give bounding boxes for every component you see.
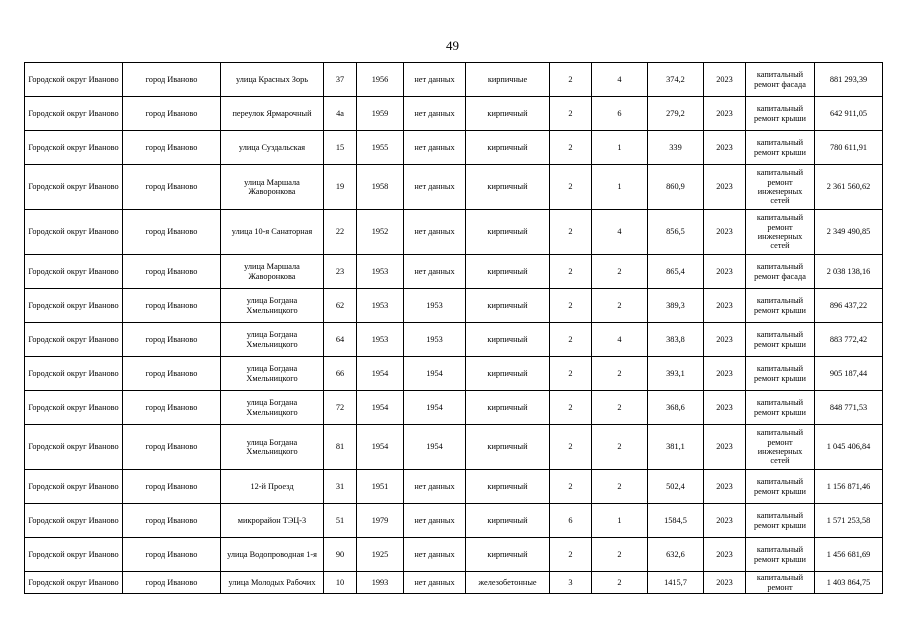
year-commissioned-cell: нет данных — [404, 572, 466, 594]
street-cell: улица Суздальская — [221, 131, 324, 165]
year-commissioned-cell: нет данных — [404, 470, 466, 504]
year-commissioned-cell: нет данных — [404, 165, 466, 210]
entrances-cell: 2 — [592, 470, 648, 504]
year-built-cell: 1925 — [357, 538, 404, 572]
wall-material-cell: кирпичный — [466, 323, 550, 357]
cost-cell: 642 911,05 — [815, 97, 883, 131]
area-cell: 860,9 — [648, 165, 704, 210]
floors-cell: 3 — [550, 572, 592, 594]
wall-material-cell: кирпичный — [466, 210, 550, 255]
area-cell: 374,2 — [648, 63, 704, 97]
cost-cell: 896 437,22 — [815, 289, 883, 323]
settlement-cell: город Иваново — [123, 165, 221, 210]
street-cell: улица Богдана Хмельницкого — [221, 323, 324, 357]
floors-cell: 2 — [550, 210, 592, 255]
work-type-cell: капитальный ремонт крыши — [746, 131, 815, 165]
table-row — [25, 391, 883, 425]
municipality-cell: Городской округ Иваново — [25, 165, 123, 210]
year-commissioned-cell: 1953 — [404, 289, 466, 323]
cost-cell: 848 771,53 — [815, 391, 883, 425]
area-cell: 393,1 — [648, 357, 704, 391]
year-commissioned-cell: нет данных — [404, 97, 466, 131]
year-built-cell: 1959 — [357, 97, 404, 131]
settlement-cell: город Иваново — [123, 97, 221, 131]
municipality-cell: Городской округ Иваново — [25, 538, 123, 572]
table-row — [25, 63, 883, 97]
table-row — [25, 165, 883, 210]
settlement-cell: город Иваново — [123, 357, 221, 391]
house-number-cell: 22 — [324, 210, 357, 255]
floors-cell: 2 — [550, 289, 592, 323]
municipality-cell: Городской округ Иваново — [25, 504, 123, 538]
floors-cell: 2 — [550, 425, 592, 470]
area-cell: 279,2 — [648, 97, 704, 131]
year-built-cell: 1951 — [357, 470, 404, 504]
house-number-cell: 10 — [324, 572, 357, 594]
settlement-cell: город Иваново — [123, 391, 221, 425]
floors-cell: 2 — [550, 97, 592, 131]
street-cell: улица Богдана Хмельницкого — [221, 425, 324, 470]
area-cell: 1584,5 — [648, 504, 704, 538]
table-row — [25, 572, 883, 594]
plan-year-cell: 2023 — [704, 538, 746, 572]
table-row — [25, 357, 883, 391]
year-commissioned-cell: нет данных — [404, 131, 466, 165]
house-number-cell: 4а — [324, 97, 357, 131]
work-type-cell: капитальный ремонт фасада — [746, 255, 815, 289]
year-commissioned-cell: 1954 — [404, 425, 466, 470]
street-cell: улица Маршала Жаворонкова — [221, 255, 324, 289]
house-number-cell: 15 — [324, 131, 357, 165]
street-cell: улица 10-я Санаторная — [221, 210, 324, 255]
wall-material-cell: кирпичный — [466, 255, 550, 289]
municipality-cell: Городской округ Иваново — [25, 255, 123, 289]
street-cell: улица Молодых Рабочих — [221, 572, 324, 594]
work-type-cell: капитальный ремонт крыши — [746, 323, 815, 357]
plan-year-cell: 2023 — [704, 165, 746, 210]
house-number-cell: 90 — [324, 538, 357, 572]
house-number-cell: 37 — [324, 63, 357, 97]
floors-cell: 2 — [550, 63, 592, 97]
table-row — [25, 504, 883, 538]
settlement-cell: город Иваново — [123, 504, 221, 538]
area-cell: 502,4 — [648, 470, 704, 504]
street-cell: микрорайон ТЭЦ-3 — [221, 504, 324, 538]
year-built-cell: 1954 — [357, 425, 404, 470]
area-cell: 383,8 — [648, 323, 704, 357]
year-commissioned-cell: 1954 — [404, 391, 466, 425]
year-built-cell: 1955 — [357, 131, 404, 165]
cost-cell: 1 571 253,58 — [815, 504, 883, 538]
settlement-cell: город Иваново — [123, 572, 221, 594]
street-cell: улица Водопроводная 1-я — [221, 538, 324, 572]
street-cell: улица Маршала Жаворонкова — [221, 165, 324, 210]
work-type-cell: капитальный ремонт крыши — [746, 470, 815, 504]
floors-cell: 2 — [550, 131, 592, 165]
settlement-cell: город Иваново — [123, 323, 221, 357]
wall-material-cell: кирпичный — [466, 97, 550, 131]
floors-cell: 2 — [550, 391, 592, 425]
wall-material-cell: кирпичные — [466, 63, 550, 97]
work-type-cell: капитальный ремонт крыши — [746, 391, 815, 425]
street-cell: улица Красных Зорь — [221, 63, 324, 97]
settlement-cell: город Иваново — [123, 63, 221, 97]
house-number-cell: 31 — [324, 470, 357, 504]
year-built-cell: 1979 — [357, 504, 404, 538]
table-row — [25, 323, 883, 357]
work-type-cell: капитальный ремонт инженерных сетей — [746, 210, 815, 255]
cost-cell: 2 038 138,16 — [815, 255, 883, 289]
house-number-cell: 23 — [324, 255, 357, 289]
plan-year-cell: 2023 — [704, 357, 746, 391]
year-built-cell: 1953 — [357, 323, 404, 357]
entrances-cell: 6 — [592, 97, 648, 131]
year-built-cell: 1954 — [357, 391, 404, 425]
wall-material-cell: кирпичный — [466, 425, 550, 470]
year-commissioned-cell: нет данных — [404, 63, 466, 97]
settlement-cell: город Иваново — [123, 470, 221, 504]
municipality-cell: Городской округ Иваново — [25, 289, 123, 323]
settlement-cell: город Иваново — [123, 289, 221, 323]
plan-year-cell: 2023 — [704, 391, 746, 425]
plan-year-cell: 2023 — [704, 470, 746, 504]
entrances-cell: 1 — [592, 504, 648, 538]
settlement-cell: город Иваново — [123, 210, 221, 255]
municipality-cell: Городской округ Иваново — [25, 210, 123, 255]
entrances-cell: 1 — [592, 131, 648, 165]
floors-cell: 6 — [550, 504, 592, 538]
cost-cell: 1 045 406,84 — [815, 425, 883, 470]
wall-material-cell: кирпичный — [466, 470, 550, 504]
floors-cell: 2 — [550, 323, 592, 357]
table-row — [25, 255, 883, 289]
table-row — [25, 210, 883, 255]
page-number: 49 — [446, 38, 459, 53]
work-type-cell: капитальный ремонт крыши — [746, 504, 815, 538]
work-type-cell: капитальный ремонт крыши — [746, 538, 815, 572]
municipality-cell: Городской округ Иваново — [25, 572, 123, 594]
wall-material-cell: железобетонные — [466, 572, 550, 594]
cost-cell: 905 187,44 — [815, 357, 883, 391]
house-number-cell: 66 — [324, 357, 357, 391]
street-cell: улица Богдана Хмельницкого — [221, 357, 324, 391]
street-cell: улица Богдана Хмельницкого — [221, 289, 324, 323]
year-built-cell: 1954 — [357, 357, 404, 391]
settlement-cell: город Иваново — [123, 255, 221, 289]
work-type-cell: капитальный ремонт инженерных сетей — [746, 165, 815, 210]
floors-cell: 2 — [550, 357, 592, 391]
floors-cell: 2 — [550, 255, 592, 289]
area-cell: 368,6 — [648, 391, 704, 425]
table-row — [25, 470, 883, 504]
wall-material-cell: кирпичный — [466, 131, 550, 165]
wall-material-cell: кирпичный — [466, 391, 550, 425]
cost-cell: 1 156 871,46 — [815, 470, 883, 504]
house-number-cell: 19 — [324, 165, 357, 210]
cost-cell: 881 293,39 — [815, 63, 883, 97]
entrances-cell: 2 — [592, 572, 648, 594]
area-cell: 1415,7 — [648, 572, 704, 594]
table-row — [25, 538, 883, 572]
entrances-cell: 2 — [592, 289, 648, 323]
municipality-cell: Городской округ Иваново — [25, 391, 123, 425]
floors-cell: 2 — [550, 470, 592, 504]
municipality-cell: Городской округ Иваново — [25, 131, 123, 165]
cost-cell: 1 456 681,69 — [815, 538, 883, 572]
year-commissioned-cell: нет данных — [404, 210, 466, 255]
table-row — [25, 289, 883, 323]
year-built-cell: 1993 — [357, 572, 404, 594]
plan-year-cell: 2023 — [704, 63, 746, 97]
year-built-cell: 1956 — [357, 63, 404, 97]
entrances-cell: 4 — [592, 323, 648, 357]
entrances-cell: 2 — [592, 425, 648, 470]
house-number-cell: 62 — [324, 289, 357, 323]
work-type-cell: капитальный ремонт фасада — [746, 63, 815, 97]
municipality-cell: Городской округ Иваново — [25, 470, 123, 504]
entrances-cell: 2 — [592, 391, 648, 425]
plan-year-cell: 2023 — [704, 255, 746, 289]
cost-cell: 2 349 490,85 — [815, 210, 883, 255]
entrances-cell: 2 — [592, 538, 648, 572]
municipality-cell: Городской округ Иваново — [25, 97, 123, 131]
year-commissioned-cell: 1954 — [404, 357, 466, 391]
area-cell: 389,3 — [648, 289, 704, 323]
work-type-cell: капитальный ремонт крыши — [746, 289, 815, 323]
entrances-cell: 2 — [592, 357, 648, 391]
street-cell: улица Богдана Хмельницкого — [221, 391, 324, 425]
work-type-cell: капитальный ремонт инженерных сетей — [746, 425, 815, 470]
municipality-cell: Городской округ Иваново — [25, 323, 123, 357]
area-cell: 632,6 — [648, 538, 704, 572]
cost-cell: 780 611,91 — [815, 131, 883, 165]
wall-material-cell: кирпичный — [466, 165, 550, 210]
house-number-cell: 64 — [324, 323, 357, 357]
plan-year-cell: 2023 — [704, 131, 746, 165]
plan-year-cell: 2023 — [704, 323, 746, 357]
settlement-cell: город Иваново — [123, 425, 221, 470]
street-cell: переулок Ярмарочный — [221, 97, 324, 131]
table-row — [25, 425, 883, 470]
wall-material-cell: кирпичный — [466, 289, 550, 323]
municipality-cell: Городской округ Иваново — [25, 63, 123, 97]
year-commissioned-cell: 1953 — [404, 323, 466, 357]
year-built-cell: 1958 — [357, 165, 404, 210]
cost-cell: 2 361 560,62 — [815, 165, 883, 210]
wall-material-cell: кирпичный — [466, 504, 550, 538]
plan-year-cell: 2023 — [704, 572, 746, 594]
house-number-cell: 51 — [324, 504, 357, 538]
wall-material-cell: кирпичный — [466, 357, 550, 391]
area-cell: 339 — [648, 131, 704, 165]
plan-year-cell: 2023 — [704, 289, 746, 323]
floors-cell: 2 — [550, 538, 592, 572]
settlement-cell: город Иваново — [123, 131, 221, 165]
area-cell: 381,1 — [648, 425, 704, 470]
year-commissioned-cell: нет данных — [404, 504, 466, 538]
year-commissioned-cell: нет данных — [404, 255, 466, 289]
work-type-cell: капитальный ремонт — [746, 572, 815, 594]
house-number-cell: 72 — [324, 391, 357, 425]
plan-year-cell: 2023 — [704, 97, 746, 131]
plan-year-cell: 2023 — [704, 425, 746, 470]
year-commissioned-cell: нет данных — [404, 538, 466, 572]
plan-year-cell: 2023 — [704, 504, 746, 538]
year-built-cell: 1953 — [357, 255, 404, 289]
cost-cell: 1 403 864,75 — [815, 572, 883, 594]
table-row — [25, 97, 883, 131]
area-cell: 865,4 — [648, 255, 704, 289]
municipality-cell: Городской округ Иваново — [25, 425, 123, 470]
entrances-cell: 2 — [592, 255, 648, 289]
work-type-cell: капитальный ремонт крыши — [746, 357, 815, 391]
floors-cell: 2 — [550, 165, 592, 210]
wall-material-cell: кирпичный — [466, 538, 550, 572]
house-number-cell: 81 — [324, 425, 357, 470]
area-cell: 856,5 — [648, 210, 704, 255]
street-cell: 12-й Проезд — [221, 470, 324, 504]
year-built-cell: 1953 — [357, 289, 404, 323]
plan-year-cell: 2023 — [704, 210, 746, 255]
table-row — [25, 131, 883, 165]
housing-repair-table — [24, 62, 883, 594]
work-type-cell: капитальный ремонт крыши — [746, 97, 815, 131]
entrances-cell: 4 — [592, 210, 648, 255]
entrances-cell: 4 — [592, 63, 648, 97]
cost-cell: 883 772,42 — [815, 323, 883, 357]
municipality-cell: Городской округ Иваново — [25, 357, 123, 391]
entrances-cell: 1 — [592, 165, 648, 210]
settlement-cell: город Иваново — [123, 538, 221, 572]
year-built-cell: 1952 — [357, 210, 404, 255]
